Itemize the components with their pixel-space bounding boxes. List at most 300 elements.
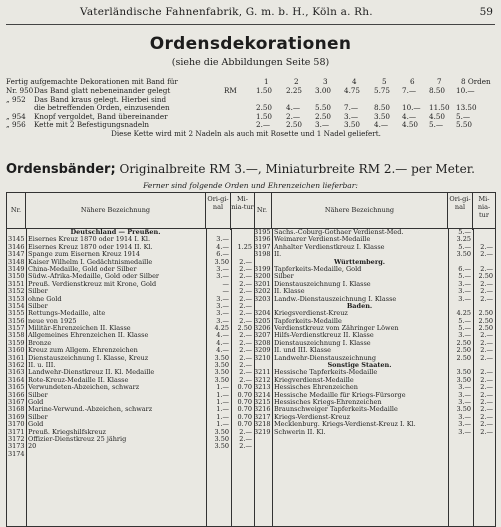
item-mini-price: 2.— [480, 398, 493, 406]
col-desc: Nähere Bezeichnung [26, 193, 206, 228]
item-mini-price: 2.— [239, 428, 252, 436]
item-original-price: 2.50 [456, 339, 471, 347]
table-row [253, 296, 495, 303]
decoration-price: 3.50 [374, 111, 391, 121]
ribbons-table-right [253, 192, 496, 527]
decoration-desc: Das Band glatt nebeneinander gelegt [34, 86, 171, 95]
item-nr: 3203 [254, 295, 271, 303]
decoration-price: 10.— [456, 86, 475, 95]
decoration-price: 2.50 [315, 111, 332, 121]
item-original-price: 3.— [458, 295, 471, 303]
decoration-price: 1.50 [256, 86, 273, 95]
table-row [253, 406, 495, 413]
decorations-title: Ordensdekorationen [149, 34, 352, 54]
item-mini-price: 2.— [239, 362, 252, 370]
page-number: 59 [479, 6, 493, 18]
item-original-price: 2.50 [456, 354, 471, 362]
decoration-price: 4.50 [429, 111, 446, 121]
item-desc: II. u. III. [28, 362, 56, 370]
decoration-price: 3.00 [315, 86, 332, 95]
item-original-price: 3.— [458, 421, 471, 429]
item-nr: 3216 [254, 406, 271, 414]
table-row [7, 399, 254, 406]
item-mini-price: 0.70 [237, 406, 252, 414]
decoration-price: 3.50 [344, 120, 361, 130]
section-heading-row [253, 303, 495, 310]
item-desc: Tapferkeits-Medaille [274, 317, 342, 325]
item-nr: 3145 [8, 236, 25, 244]
item-mini-price: 2.— [480, 280, 493, 288]
decorations-subtitle: (siehe die Abbildungen Seite 58) [171, 57, 330, 68]
item-original-price: 4.— [216, 243, 229, 251]
col-header: 5 [382, 77, 387, 86]
item-mini-price: 2.— [480, 421, 493, 429]
item-desc: Landw.-Dienstauszeichnung I. Klasse [274, 295, 397, 303]
table-row [253, 273, 495, 280]
item-nr: 3209 [254, 347, 271, 355]
item-original-price: 1.— [216, 413, 229, 421]
item-nr: 3170 [8, 421, 25, 429]
decorations-intro: Fertig aufgemachte Dekorationen mit Band für [6, 77, 178, 86]
item-mini-price: 2.— [480, 376, 493, 384]
table-row [7, 451, 254, 458]
table-row [253, 377, 495, 384]
table-row [253, 229, 495, 236]
item-nr: 3219 [254, 428, 271, 436]
item-desc: Spange zum Eisernen Kreuz 1914 [28, 251, 141, 259]
item-nr: 3213 [254, 384, 271, 392]
item-desc: 20 [28, 443, 37, 451]
table-row [7, 251, 254, 258]
col-mini: Mi-nia-tur [477, 195, 491, 219]
item-original-price: 3.— [458, 413, 471, 421]
item-original-price: 3.— [216, 302, 229, 310]
decoration-price: 4.— [374, 120, 389, 130]
item-original-price: 3.50 [456, 406, 471, 414]
item-desc: Preuß. Kriegshilfskreuz [28, 428, 106, 436]
col-header: 1 [264, 77, 269, 86]
item-original-price: 3.50 [214, 354, 229, 362]
item-nr: 3158 [8, 332, 25, 340]
item-original-price: 3.— [216, 265, 229, 273]
item-mini-price: 2.— [239, 369, 252, 377]
decorations-price-table [6, 78, 501, 139]
decoration-price: 5.50 [456, 120, 473, 130]
item-mini-price: 2.— [239, 435, 252, 443]
item-nr: 3195 [254, 229, 271, 236]
col-desc: Nähere Bezeichnung [272, 193, 448, 228]
item-desc: Silber [28, 302, 48, 310]
table-row [7, 318, 254, 325]
item-original-price: — [222, 280, 229, 288]
item-mini-price: 2.— [480, 347, 493, 355]
item-mini-price: 2.— [239, 258, 252, 266]
item-mini-price: 2.50 [478, 310, 493, 318]
item-nr: 3218 [254, 421, 271, 429]
table-row [7, 414, 254, 421]
table-row [253, 266, 495, 273]
item-nr: 3200 [254, 273, 271, 281]
col-nr: Nr. [253, 193, 272, 228]
page-header [0, 6, 501, 22]
item-nr: 3168 [8, 406, 25, 414]
item-nr: 3205 [254, 317, 271, 325]
table-row [7, 266, 254, 273]
ribbons-heading [6, 162, 501, 177]
decoration-price: 3.— [315, 120, 330, 130]
item-nr: 3150 [8, 273, 25, 281]
item-mini-price: 0.70 [237, 398, 252, 406]
item-desc: Dienstauszeichnung I. Klasse [274, 339, 371, 347]
item-desc: Preuß. Verdienstkreuz mit Krone, Gold [28, 280, 157, 288]
item-original-price: 4.25 [214, 325, 229, 333]
item-nr: 3149 [8, 265, 25, 273]
item-nr: 3197 [254, 243, 271, 251]
col-header: 3 [323, 77, 328, 86]
item-mini-price: 2.— [239, 354, 252, 362]
item-mini-price: 2.— [480, 391, 493, 399]
table-row [253, 347, 495, 354]
decoration-price: 2.50 [256, 103, 273, 113]
item-mini-price: 0.70 [237, 421, 252, 429]
decoration-price: 3.— [344, 111, 359, 121]
item-mini-price: 0.70 [237, 413, 252, 421]
decoration-price: 8.50 [374, 103, 391, 113]
item-desc: Rote-Kreuz-Medaille II. Klasse [28, 376, 129, 384]
table-row [7, 347, 254, 354]
item-mini-price: 2.— [239, 317, 252, 325]
table-row [7, 259, 254, 266]
item-mini-price: 2.— [239, 347, 252, 355]
item-nr: 3148 [8, 258, 25, 266]
table-row [253, 392, 495, 399]
item-original-price: 1.— [216, 398, 229, 406]
item-desc: Hessische Medaille für Kriegs-Fürsorge [274, 391, 406, 399]
col-nr: Nr. [7, 193, 26, 228]
item-original-price: 1.— [216, 391, 229, 399]
item-original-price: 3.50 [456, 251, 471, 259]
table-row [7, 421, 254, 428]
item-mini-price: 2.— [480, 428, 493, 436]
item-desc: Anhalter Verdienstkreuz I. Klasse [274, 243, 385, 251]
item-nr: 3159 [8, 339, 25, 347]
table-row [7, 384, 254, 391]
table-row [253, 244, 495, 251]
table-row [7, 281, 254, 288]
item-desc: Kriegs-Verdienst-Kreuz [274, 413, 350, 421]
ribbons-table-left [6, 192, 255, 527]
decoration-price: 5.50 [315, 103, 332, 113]
table-row [253, 310, 495, 317]
item-original-price: 5.— [458, 273, 471, 281]
item-nr: 3173 [8, 443, 25, 451]
decoration-unit: RM [224, 86, 237, 95]
item-nr: 3166 [8, 391, 25, 399]
table-row [7, 340, 254, 347]
table-row [253, 236, 495, 243]
ribbons-subtitle: Ferner sind folgende Orden und Ehrenzeichen lieferbar: [143, 181, 358, 190]
item-original-price: — [222, 288, 229, 296]
item-mini-price: 2.— [239, 295, 252, 303]
item-mini-price: 2.— [480, 406, 493, 414]
item-mini-price: 2.50 [478, 317, 493, 325]
item-original-price: 6.— [458, 265, 471, 273]
item-nr: 3198 [254, 251, 271, 259]
decoration-price: 7.— [402, 86, 417, 95]
item-desc: Silber [28, 413, 48, 421]
item-original-price: 3.— [458, 398, 471, 406]
item-nr: 3167 [8, 398, 25, 406]
item-desc: Marine-Verwund.-Abzeichen, schwarz [28, 406, 153, 414]
decoration-price: 2.— [256, 120, 271, 130]
decoration-desc: Das Band kraus gelegt. Hierbei sind [34, 94, 167, 104]
item-mini-price: 2.— [239, 280, 252, 288]
item-nr: 3208 [254, 339, 271, 347]
table-row [7, 288, 254, 295]
item-original-price: 3.50 [214, 443, 229, 451]
item-nr: 3204 [254, 310, 271, 318]
table-row [7, 355, 254, 362]
item-desc: China-Medaille, Gold oder Silber [28, 265, 137, 273]
item-mini-price: 2.— [239, 302, 252, 310]
decoration-price: 5.— [456, 111, 471, 121]
decoration-price: 2.50 [286, 120, 303, 130]
item-desc: Offizier-Dienstkreuz 25 jährig [28, 435, 127, 443]
item-original-price: 3.25 [456, 236, 471, 244]
item-original-price: 3.50 [214, 362, 229, 370]
item-nr: 3210 [254, 354, 271, 362]
item-original-price: 5.— [458, 317, 471, 325]
item-original-price: 3.50 [456, 369, 471, 377]
item-original-price: 5.— [458, 229, 471, 236]
table-row [253, 414, 495, 421]
table-row [7, 377, 254, 384]
item-desc: Verdienstkreuz vom Zähringer Löwen [274, 325, 399, 333]
item-desc: Weimarer Verdienst-Medaille [274, 236, 371, 244]
item-original-price: 3.— [458, 391, 471, 399]
section-heading-row [253, 259, 495, 266]
table-row [7, 244, 254, 251]
col-mini: Mi-nia-tur [231, 195, 254, 211]
col-header: 4 [352, 77, 357, 86]
item-original-price: 4.— [216, 339, 229, 347]
section-heading: Württemberg. [333, 258, 386, 266]
item-original-price: 5.— [458, 243, 471, 251]
item-mini-price: 2.— [239, 376, 252, 384]
item-nr: 3206 [254, 325, 271, 333]
item-nr: 3164 [8, 376, 25, 384]
table-row [7, 310, 254, 317]
item-nr: 3155 [8, 310, 25, 318]
item-nr: 3146 [8, 243, 25, 251]
item-mini-price: 2.— [480, 369, 493, 377]
item-original-price: 3.— [458, 332, 471, 340]
item-nr: 3212 [254, 376, 271, 384]
item-desc: Verwundeten-Abzeichen, schwarz [28, 384, 140, 392]
table-row [253, 429, 495, 436]
table-row [253, 318, 495, 325]
item-desc: Silber [28, 391, 48, 399]
decoration-nr: Nr. 950 [6, 86, 34, 95]
table-row [253, 355, 495, 362]
section-heading-row [7, 229, 254, 236]
item-nr: 3163 [8, 369, 25, 377]
decoration-nr: „ 956 [6, 120, 26, 130]
col-header: 8 Orden [461, 77, 491, 86]
item-original-price: 4.— [216, 332, 229, 340]
item-original-price: 6.— [216, 251, 229, 259]
table-row [7, 436, 254, 443]
item-desc: Hessisches Kriegs-Ehrenzeichen [274, 398, 382, 406]
item-desc: Hessisches Ehrenzeichen [274, 384, 358, 392]
item-nr: 3201 [254, 280, 271, 288]
item-mini-price: 2.50 [237, 325, 252, 333]
item-original-price: 5.— [458, 325, 471, 333]
item-nr: 3217 [254, 413, 271, 421]
item-mini-price: 2.— [480, 384, 493, 392]
item-nr: 3215 [254, 398, 271, 406]
item-original-price: 3.— [216, 310, 229, 318]
item-desc: Schwerin II. Kl. [274, 428, 326, 436]
decoration-price: 4.50 [402, 120, 419, 130]
item-desc: Militär-Ehrenzeichen II. Klasse [28, 325, 131, 333]
item-nr: 3157 [8, 325, 25, 333]
ribbons-title: Ordensbänder; [6, 162, 116, 177]
decoration-price: 7.— [344, 103, 359, 113]
publisher-title: Vaterländische Fahnenfabrik, G. m. b. H., Köln a. Rh. [80, 6, 373, 18]
item-mini-price: 2.50 [478, 325, 493, 333]
section-heading-row [253, 362, 495, 369]
item-nr: 3196 [254, 236, 271, 244]
item-desc: Braunschweiger Tapferkeits-Medaille [274, 406, 398, 414]
item-mini-price: 2.— [480, 354, 493, 362]
decoration-price: 13.50 [456, 103, 477, 113]
item-desc: Landwehr-Dienstauszeichnung [274, 354, 377, 362]
item-desc: Sachs.-Coburg-Gothaer Verdienst-Med. [274, 229, 404, 236]
table-row [7, 429, 254, 436]
item-desc: Mecklenburg. Kriegs-Verdienst-Kreuz I. Kl. [274, 421, 416, 429]
table-row [253, 325, 495, 332]
item-nr: 3171 [8, 428, 25, 436]
table-row [7, 303, 254, 310]
table-row [7, 236, 254, 243]
item-original-price: 1.— [216, 421, 229, 429]
item-original-price: 3.— [216, 273, 229, 281]
item-desc: Kaiser Wilhelm I. Gedächtnismedaille [28, 258, 153, 266]
item-nr: 3207 [254, 332, 271, 340]
table-row [253, 384, 495, 391]
item-original-price: 3.50 [214, 435, 229, 443]
header-rule [6, 24, 495, 25]
decoration-nr: „ 952 [6, 94, 26, 104]
table-row [253, 369, 495, 376]
item-original-price: 3.50 [214, 258, 229, 266]
item-mini-price: 2.— [480, 265, 493, 273]
table-header [7, 193, 254, 229]
item-original-price: 1.— [216, 406, 229, 414]
item-desc: II. [274, 251, 282, 259]
item-desc: Landwehr-Dienstkreuz II. Kl. Medaille [28, 369, 155, 377]
col-header: 7 [437, 77, 442, 86]
item-desc: Kriegverdienst-Medaille [274, 376, 354, 384]
item-mini-price: 2.— [239, 265, 252, 273]
item-desc: Hilfs-Verdienstkreuz II. Klasse [274, 332, 374, 340]
item-nr: 3174 [8, 450, 25, 458]
item-nr: 3161 [8, 354, 25, 362]
table-row [7, 406, 254, 413]
table-row [253, 288, 495, 295]
item-desc: ohne Gold [28, 295, 62, 303]
item-original-price: 3.50 [214, 376, 229, 384]
item-nr: 3152 [8, 288, 25, 296]
item-nr: 3147 [8, 251, 25, 259]
item-nr: 3154 [8, 302, 25, 310]
item-nr: 3160 [8, 347, 25, 355]
item-original-price: 3.— [458, 384, 471, 392]
item-desc: Rettungs-Medaille, alte [28, 310, 106, 318]
table-row [7, 369, 254, 376]
item-mini-price: 2.— [239, 310, 252, 318]
item-original-price: 3.— [216, 236, 229, 244]
decoration-price: 5.— [429, 120, 444, 130]
item-nr: 3211 [254, 369, 271, 377]
item-mini-price: 2.— [480, 251, 493, 259]
table-row [7, 325, 254, 332]
item-original-price: 3.— [216, 317, 229, 325]
item-original-price: 3.— [216, 295, 229, 303]
item-desc: Gold [28, 421, 44, 429]
table-header [253, 193, 495, 229]
decoration-price: 8.50 [429, 86, 446, 95]
decoration-nr: „ 954 [6, 111, 26, 121]
item-mini-price: 2.50 [478, 273, 493, 281]
item-desc: Kriegsverdienst-Kreuz [274, 310, 348, 318]
item-nr: 3153 [8, 295, 25, 303]
item-nr: 3151 [8, 280, 25, 288]
item-mini-price: 2.— [480, 295, 493, 303]
item-desc: Dienstauszeichnung I. Klasse [274, 280, 371, 288]
item-original-price: 3.— [458, 288, 471, 296]
item-nr: 3156 [8, 317, 25, 325]
item-desc: Tapferkeits-Medaille, Gold [274, 265, 362, 273]
item-original-price: 3.— [458, 428, 471, 436]
col-original: Ori-gi-nal [206, 193, 231, 230]
section-heading: Sonstige Staaten. [327, 362, 392, 370]
item-mini-price: 2.— [480, 413, 493, 421]
item-mini-price: 2.— [239, 443, 252, 451]
item-nr: 3162 [8, 362, 25, 370]
table-row [253, 332, 495, 339]
table-row [7, 392, 254, 399]
item-desc: Silber [274, 273, 294, 281]
col-header: 6 [410, 77, 415, 86]
decoration-price: 4.— [402, 111, 417, 121]
table-row [7, 332, 254, 339]
table-row [7, 296, 254, 303]
table-row [253, 399, 495, 406]
item-original-price: 4.25 [456, 310, 471, 318]
table-row [7, 443, 254, 450]
item-original-price: 4.— [216, 347, 229, 355]
item-nr: 3165 [8, 384, 25, 392]
decoration-desc: die betreffenden Orden, einzusenden [34, 103, 170, 113]
decoration-price: 2.25 [286, 86, 303, 95]
item-mini-price: 2.— [239, 288, 252, 296]
item-nr: 3199 [254, 265, 271, 273]
decorations-note: Diese Kette wird mit 2 Nadeln als auch mit Rosette und 1 Nadel geliefert. [111, 128, 381, 138]
decoration-desc: Kette mit 2 Befestigungsnadeln [34, 120, 150, 130]
decoration-price: 1.50 [256, 111, 273, 121]
